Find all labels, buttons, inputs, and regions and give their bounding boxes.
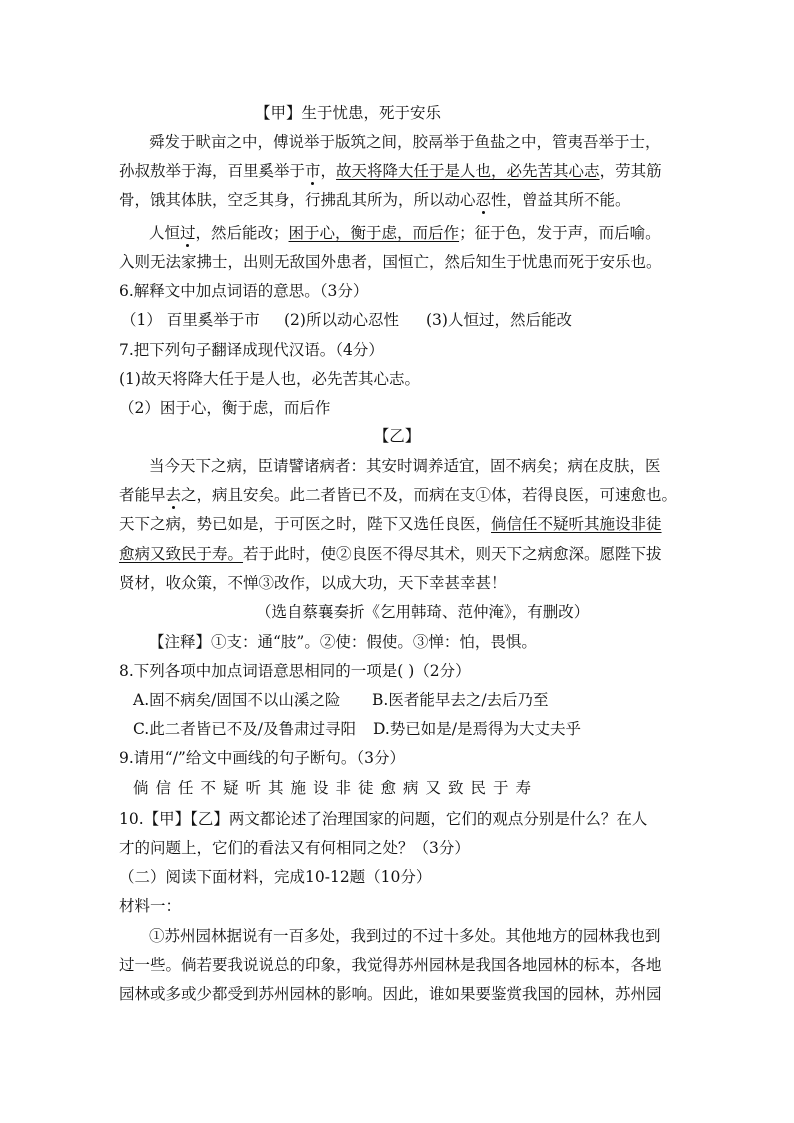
underlined-sentence: 倘信任不疑听其施设非徒 — [491, 515, 662, 533]
text-run: 孙叔敖举于海，百里奚举于 — [119, 162, 306, 180]
yi-source: （选自蔡襄奏折《乞用韩琦、范仲淹》，有删改） — [256, 603, 590, 621]
yi-line2 — [119, 484, 677, 506]
q7-prompt: 7.把下列句子翻译成现代汉语。（4分） — [119, 341, 384, 359]
part2-heading: （二）阅读下面材料，完成10-12题（10分） — [119, 868, 432, 886]
q7-sentence-1: (1)故天将降大任于是人也，必先苦其心志。 — [119, 370, 420, 388]
yi-title: 【乙】 — [373, 427, 421, 445]
material-1-line3: 园林或多或少都受到苏州园林的影响。因此，谁如果要鉴赏我国的园林，苏州园 — [119, 985, 662, 1003]
underlined-sentence: 困于心，衡于虑，而后作 — [288, 224, 460, 242]
dotted-word: 市 — [305, 162, 321, 180]
q8-option-b: B.医者能早去之/去后乃至 — [372, 691, 549, 709]
text-run: 之，病且安矣。此二者皆已不及，而病在支①体，若得良医，可速愈也。 — [181, 486, 678, 504]
q10-line2: 才的问题上，它们的看法又有何相同之处？（3分） — [119, 839, 470, 857]
text-run: 若于此时，使②良医不得尽其术，则天下之病愈深。愿陛下拔 — [243, 545, 662, 563]
text-run: 性，曾益其所不能。 — [491, 191, 631, 209]
text-run: 者能早 — [119, 486, 166, 504]
text-run: ，劳其筋 — [599, 162, 662, 180]
text-run: 天下之病，势已如是，于可医之时，陛下又选任良医， — [119, 515, 492, 533]
text-run: ， — [320, 162, 337, 180]
text-run: 人恒 — [149, 224, 181, 242]
jia-p1-line3 — [119, 189, 631, 211]
jia-p1-line2 — [119, 160, 662, 182]
jia-p1-line1: 舜发于畎亩之中，傅说举于版筑之间，胶鬲举于鱼盐之中，管夷吾举于士， — [149, 133, 661, 151]
material-1-line2: 过一些。倘若要我说说总的印象，我觉得苏州园林是我国各地园林的标本，各地 — [119, 956, 662, 974]
q8-option-a: A.固不病矣/固国不以山溪之险 — [133, 691, 341, 709]
q7-sentence-2: （2）困于心，衡于虑，而后作 — [119, 399, 331, 417]
jia-p2-line1 — [149, 222, 661, 244]
yi-line4 — [119, 543, 662, 565]
jia-p2-line2: 入则无法家拂士，出则无敌国外患者，国恒亡，然后知生于忧患而死于安乐也。 — [119, 253, 662, 271]
dotted-word: 忍 — [475, 191, 492, 209]
text-run: 骨，饿其体肤，空乏其身，行拂乱其所为，所以动心 — [119, 191, 476, 209]
jia-title: 【甲】生于忧患，死于安乐 — [255, 104, 442, 122]
yi-line5: 贤材，收众策，不惮③改作，以成大功，天下幸甚幸甚！ — [119, 574, 507, 592]
q8-option-c: C.此二者皆已不及/及鲁肃过寻阳 — [133, 720, 356, 738]
q6-item-1: （1） 百里奚举于市 — [121, 311, 260, 329]
yi-notes: 【注释】①支：通“肢”。②使：假使。③惮：怕，畏惧。 — [149, 633, 537, 651]
underlined-sentence: 故天将降大任于是人也，必先苦其心志 — [336, 162, 600, 180]
q9-prompt: 9.请用“/”给文中画线的句子断句。（3分） — [119, 749, 405, 767]
q8-option-d: D.势已如是/是焉得为大丈夫乎 — [373, 720, 582, 738]
q8-prompt: 8.下列各项中加点词语意思相同的一项是( )（2分） — [119, 662, 471, 680]
q6-item-3: (3)人恒过，然后能改 — [426, 311, 572, 329]
yi-line1: 当今天下之病，臣请譬诸病者：其安时调养适宜，固不病矣；病在皮肤，医 — [149, 457, 661, 475]
dotted-word: 去 — [165, 486, 182, 504]
material-1-line1: ①苏州园林据说有一百多处，我到过的不过十多处。其他地方的园林我也到 — [149, 927, 661, 945]
q9-sentence: 倘信任不疑听其施设非徒愈病又致民于寿 — [133, 779, 539, 797]
material-1-label: 材料一： — [119, 897, 182, 915]
q10-line1: 10.【甲】【乙】两文都论述了治理国家的问题，它们的观点分别是什么？在人 — [119, 810, 648, 828]
underlined-sentence: 愈病又致民于寿。 — [119, 545, 244, 563]
yi-line3 — [119, 513, 662, 535]
text-run: ；征于色，发于声，而后喻。 — [459, 224, 661, 242]
q6-item-2: (2)所以动心忍性 — [284, 311, 399, 329]
text-run: ，然后能改； — [195, 224, 289, 242]
q6-prompt: 6.解释文中加点词语的意思。（3分） — [119, 282, 369, 300]
dotted-word: 过 — [180, 224, 196, 242]
